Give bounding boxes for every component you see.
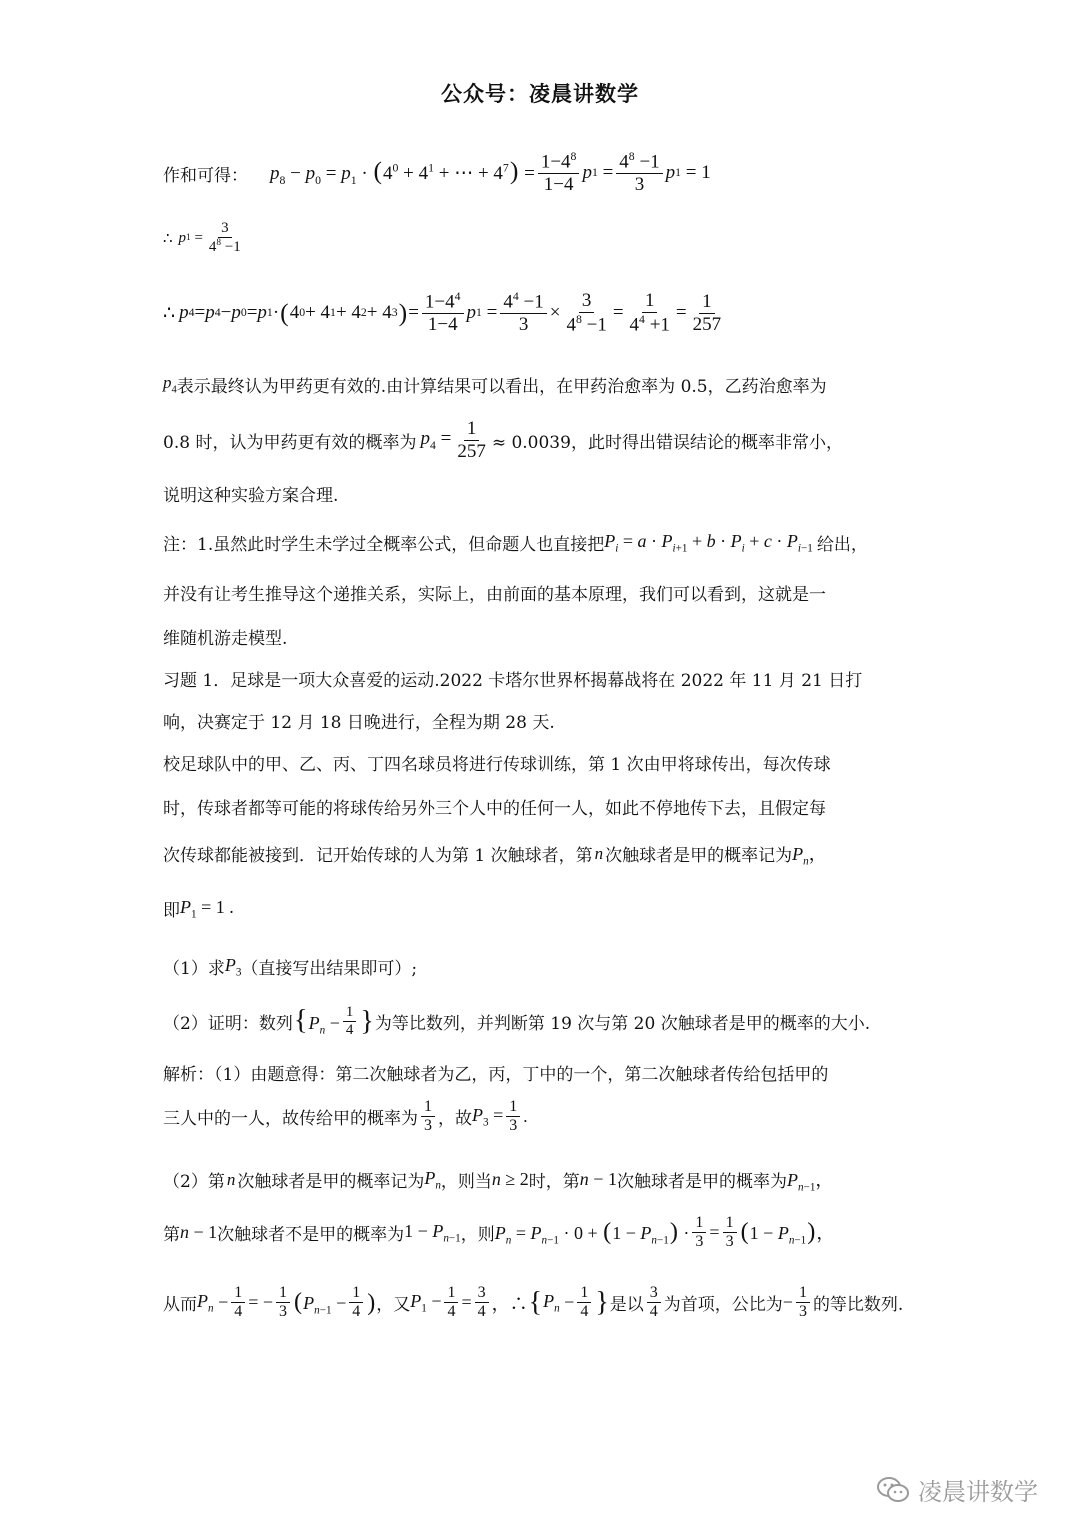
text: 表示最终认为甲药更有效的.由计算结果可以看出，在甲药治愈率为 0.5，乙药治愈率为 bbox=[176, 377, 827, 397]
solution-line: 第 n − 1 次触球者不是甲的概率为 $1 - P_{n-1}$ ，则 $P_n = P_{n-1} \cdot 0 + (1 - P_{n-1})$ · $\frac{1}{3}$ = $\frac{1}{3}$ $(1 - P_{n-1})$， bbox=[163, 1214, 835, 1251]
exercise-line: 时，传球者都等可能的将球传给另外三个人中的任何一人，如此不停地传下去，且假定每 bbox=[163, 799, 826, 819]
text: （1）求 bbox=[163, 959, 225, 979]
text-line: 0.8 时，认为甲药更有效的概率为 $p_4$ = $\frac{1}{257}$ ≈ 0.0039，此时得出错误结论的概率非常小， bbox=[163, 418, 843, 462]
text: 的等比数列. bbox=[812, 1295, 904, 1316]
text: 为等比数列，并判断第 19 次与第 20 次触球者是甲的概率的大小. bbox=[374, 1014, 871, 1035]
text: 次触球者是甲的概率记为 bbox=[237, 1172, 425, 1193]
wechat-icon bbox=[876, 1476, 910, 1504]
text: 三人中的一人，故传给甲的概率为 bbox=[163, 1109, 418, 1130]
watermark-text: 凌晨讲数学 bbox=[918, 1478, 1038, 1506]
solution-line: （2）第 n 次触球者是甲的概率记为 $P_n$ ，则当 n ≥ 2 时，第 n − 1 次触球者是甲的概率为 $P_{n-1}$， bbox=[163, 1168, 834, 1194]
solution-line: 三人中的一人，故传给甲的概率为 $\frac{1}{3}$ ，故 $P_3$ = $\frac{1}{3}$ . bbox=[163, 1098, 528, 1135]
text: 次触球者是甲的概率为 bbox=[616, 1172, 787, 1193]
text: ，则当 bbox=[440, 1172, 492, 1193]
text: ，故 bbox=[438, 1109, 472, 1130]
page-header: 公众号：凌晨讲数学 bbox=[441, 81, 639, 106]
formula-sum-line: 作和可得： $p_8 - p_0 = p_1 \cdot (4^0 + 4^1$ + ⋯ + $4^7$) = $\frac{1-4^8}{1-4}$ p 1 = $\frac{4^8 -1}{3}$ p 1 = 1 bbox=[163, 150, 711, 196]
note-line: 注：1.虽然此时学生未学过全概率公式，但命题人也直接把 $P_i = a \cdot P_{i+1} + b \cdot P_i + c \cdot P_{i-1}$ 给出， bbox=[163, 530, 868, 555]
text: （2）证明：数列 bbox=[163, 1014, 293, 1035]
exercise-line: 响，决赛定于 12 月 18 日晚进行，全程为期 28 天. bbox=[163, 713, 555, 733]
exercise-line: 即 $P_1 = 1$ . bbox=[163, 896, 234, 921]
formula-p1-line: ∴ p 1 = $\frac{3}{4^8 -1}$ bbox=[163, 220, 241, 256]
text: 为首项，公比为 bbox=[663, 1295, 783, 1316]
solution-line: 解析：（1）由题意得：第二次触球者为乙，丙，丁中的一个，第二次触球者传给包括甲的 bbox=[163, 1065, 829, 1085]
formula-p4-line: ∴ p 4 = p 4 − p 0 = p 1 · ( 4 0 + 4 1 + 4 2 + 4 3 ) = $\frac{1-4^4}{1-4}$ p 1 = $\frac{4^4 -1}{3}$ × $\frac{3}{4^8 -1}$ = $\frac{1}{4^4 +1}$ = $\frac{1}{257}$ bbox=[163, 290, 722, 336]
text: 给出， bbox=[816, 535, 868, 555]
text: 次触球者是甲的概率记为 bbox=[605, 846, 793, 867]
text: 是以 bbox=[609, 1295, 644, 1316]
text: ，则 bbox=[460, 1225, 495, 1246]
text-line: 说明这种实验方案合理. bbox=[163, 486, 339, 506]
note-line: 并没有让考生推导这个递推关系，实际上，由前面的基本原理，我们可以看到，这就是一 bbox=[163, 585, 826, 605]
question-1: （1）求 $P_3$ （直接写出结果即可）; bbox=[163, 954, 418, 979]
text: 从而 bbox=[163, 1295, 197, 1316]
exercise-line: 校足球队中的甲、乙、丙、丁四名球员将进行传球训练，第 1 次由甲将球传出，每次传球 bbox=[163, 755, 831, 775]
exercise-line: 习题 1．足球是一项大众喜爱的运动.2022 卡塔尔世界杯揭幕战将在 2022 年 11 月 21 日打 bbox=[163, 671, 863, 691]
text: 时，第 bbox=[528, 1172, 580, 1193]
text-line: $p_4$ 表示最终认为甲药更有效的.由计算结果可以看出，在甲药治愈率为 0.5，乙药治愈率为 bbox=[163, 373, 827, 397]
text: 次触球者不是甲的概率为 bbox=[217, 1225, 405, 1246]
text: 即 bbox=[163, 901, 180, 921]
text: （2）第 bbox=[163, 1172, 225, 1193]
text: ，又 bbox=[376, 1295, 411, 1316]
text: 次传球都能被接到．记开始传球的人为第 1 次触球者，第 bbox=[163, 846, 593, 867]
solution-line: 从而 $P_n$ − $\frac{1}{4}$ = − $\frac{1}{3}$ ($P_{n-1}$ − $\frac{1}{4}$ ) ，又 $P_1$ − $\frac{1}{4}$ = $\frac{3}{4}$ ，∴ { $P_n$ − $\frac{1}{4}$ } 是以 $\frac{3}{4}$ 为首项，公比为 − $\frac{1}{3}$ 的等比数列. bbox=[163, 1284, 904, 1321]
label: 作和可得： bbox=[163, 165, 248, 185]
text: 0.8 时，认为甲药更有效的概率为 bbox=[163, 432, 417, 453]
text: （直接写出结果即可）; bbox=[241, 959, 418, 979]
text: 注：1.虽然此时学生未学过全概率公式，但命题人也直接把 bbox=[163, 535, 605, 555]
text: ≈ 0.0039，此时得出错误结论的概率非常小， bbox=[491, 432, 843, 453]
exercise-line: 次传球都能被接到．记开始传球的人为第 1 次触球者，第 n 次触球者是甲的概率记为 $P_n$， bbox=[163, 840, 923, 868]
question-2: （2）证明：数列 {$P_n$ − $\frac{1}{4}$ } 为等比数列，并判断第 19 次与第 20 次触球者是甲的概率的大小. bbox=[163, 1004, 871, 1039]
watermark bbox=[876, 1472, 1038, 1507]
note-line: 维随机游走模型. bbox=[163, 629, 288, 649]
text: 第 bbox=[163, 1225, 180, 1246]
